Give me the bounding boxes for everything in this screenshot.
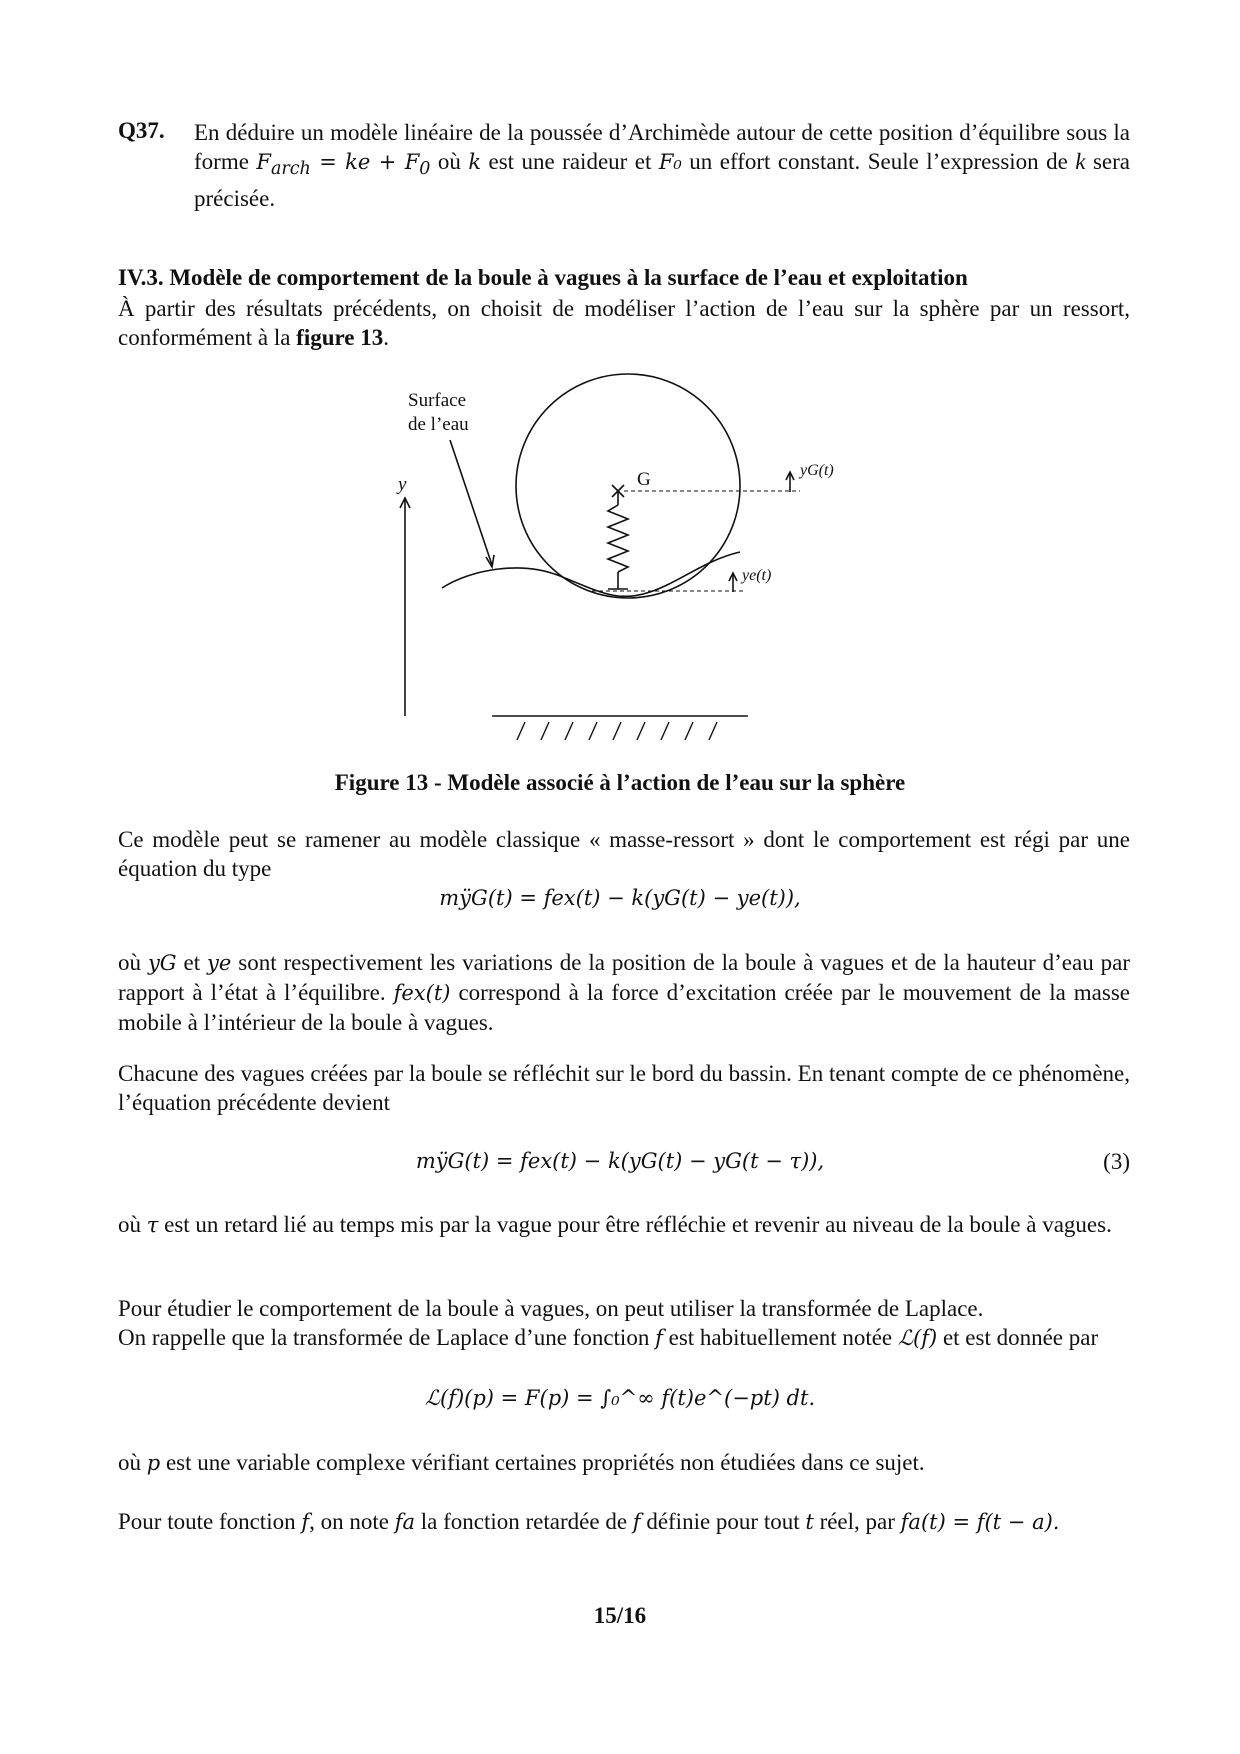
equation-3: mÿG(t) = fex(t) − k(yG(t) − yG(t − τ)), <box>415 1149 825 1173</box>
page-number: 15/16 <box>593 1603 647 1628</box>
paragraph-delay: où τ est un retard lié au temps mis par la vague pour être réfléchie et revenir au niveau de la boule à vagues. <box>118 1212 1112 1237</box>
label-surface-1: Surface <box>408 390 467 411</box>
ground-hatching <box>517 722 717 740</box>
equation-number: (3) <box>1103 1149 1130 1174</box>
label-yG: yG(t) <box>800 462 834 479</box>
surface-pointer <box>450 440 492 565</box>
paragraph-laplace: Pour étudier le comportement de la boule à vagues, on peut utiliser la transformée de Laplace. On rappelle que la transformée de Laplace d’une fonction f est habituellement notée ℒ(f) et est donnée par <box>118 1296 1099 1350</box>
figure-13 <box>0 370 1240 770</box>
equation-laplace: ℒ(f)(p) = F(p) = ∫₀^∞ f(t)e^(−pt) dt. <box>424 1386 816 1410</box>
question-text: En déduire un modèle linéaire de la poussée d’Archimède autour de cette position d’équilibre sous la forme $F_{arch}$ = ke + $F_0$ où k est une raideur et F₀ un effort constant. Seule l’expression de k sera précisée. <box>194 120 1130 212</box>
section-title: IV.3. Modèle de comportement de la boule à vagues à la surface de l’eau et exploitation <box>118 265 968 290</box>
label-y-axis: y⃗ <box>398 474 422 495</box>
label-G: G <box>637 469 651 490</box>
paragraph-delayed-function: Pour toute fonction f, on note fa la fonction retardée de f définie pour tout t réel, par fa(t) = f(t − a). <box>118 1509 1060 1534</box>
paragraph-model: Ce modèle peut se ramener au modèle classique « masse-ressort » dont le comportement est régi par une équation du type <box>118 827 1130 881</box>
paragraph-variables: où yG et ye sont respectivement les variations de la position de la boule à vagues et de la hauteur d’eau par rapport à l’état à l’équilibre. fex(t) correspond à la force d’excitation créée par le mouvement de la masse mobile à l’intérieur de la boule à vagues. <box>118 950 1131 1035</box>
spring <box>608 505 628 572</box>
equation-1: mÿG(t) = fex(t) − k(yG(t) − ye(t)), <box>439 886 801 910</box>
paragraph-p: où p est une variable complexe vérifiant certaines propriétés non étudiées dans ce sujet. <box>118 1450 925 1475</box>
figure-caption: Figure 13 - Modèle associé à l’action de l’eau sur la sphère <box>334 770 906 795</box>
label-surface-2: de l’eau <box>408 414 469 435</box>
section-intro: À partir des résultats précédents, on choisit de modéliser l’action de l’eau sur la sphère par un ressort, conformément à la figure 13. <box>118 296 1130 350</box>
paragraph-reflection: Chacune des vagues créées par la boule se réfléchit sur le bord du bassin. En tenant compte de ce phénomène, l’équation précédente devient <box>118 1061 1130 1115</box>
formula-farch: $F_{arch}$ = ke + $F_0$ <box>256 150 431 180</box>
question-label: Q37. <box>118 118 165 143</box>
label-ye: ye(t) <box>742 567 772 584</box>
